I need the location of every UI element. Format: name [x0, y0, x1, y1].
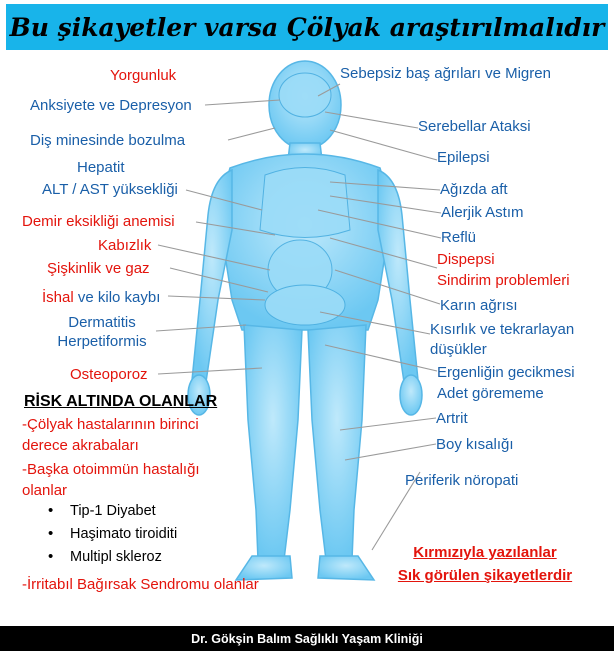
risk-item-ibs: -İrritabıl Bağırsak Sendromu olanlar — [22, 576, 259, 593]
symptom-reflux: Reflü — [441, 229, 477, 246]
risk-item: -Başka otoimmün hastalığı — [22, 461, 200, 478]
symptom-hepatitis: Hepatit — [77, 159, 125, 176]
symptom-migraine: Sebepsiz baş ağrıları ve Migren — [340, 65, 551, 82]
risk-item: -Çölyak hastalarının birinci — [22, 416, 199, 433]
symptom-weight-loss: ve kilo kaybı — [77, 289, 161, 306]
risk-section-title: RİSK ALTINDA OLANLAR — [24, 393, 218, 410]
symptom-miscarriages: düşükler — [430, 341, 487, 358]
symptom-dermatitis: Dermatitis — [68, 314, 136, 331]
symptom-asthma: Alerjik Astım — [441, 204, 524, 221]
symptom-diarrhea-weight-loss — [42, 288, 160, 307]
legend-note-line: Sık görülen şikayetlerdir — [397, 567, 573, 584]
symptom-bloating: Şişkinlik ve gaz — [47, 260, 150, 277]
symptom-herpetiformis: Herpetiformis — [57, 333, 147, 350]
symptom-dyspepsia: Dispepsi — [437, 251, 495, 268]
risk-item: derece akrabaları — [22, 437, 139, 454]
symptom-constipation: Kabızlık — [98, 237, 152, 254]
legend-note — [380, 541, 590, 587]
symptom-infertility: Kısırlık ve tekrarlayan — [430, 321, 575, 338]
footer-credit: Dr. Gökşin Balım Sağlıklı Yaşam Kliniği — [191, 631, 423, 646]
symptom-digestive-problems: Sindirim problemleri — [437, 272, 570, 289]
symptom-anxiety-depression: Anksiyete ve Depresyon — [30, 97, 192, 114]
risk-bullet: • Multipl skleroz — [48, 548, 162, 565]
symptom-fatigue: Yorgunluk — [110, 67, 177, 84]
symptom-diarrhea: İshal — [42, 289, 74, 306]
legend-note-line: Kırmızıyla yazılanlar — [413, 544, 557, 561]
symptom-cerebellar-ataxia: Serebellar Ataksi — [418, 118, 531, 135]
risk-item: olanlar — [22, 482, 68, 499]
symptom-mouth-ulcers: Ağızda aft — [440, 181, 508, 198]
symptom-enamel-defects: Diş minesinde bozulma — [30, 132, 186, 149]
risk-bullet: • Haşimato tiroiditi — [48, 525, 177, 542]
symptom-arthritis: Artrit — [436, 410, 468, 427]
symptom-short-stature: Boy kısalığı — [436, 436, 514, 453]
symptom-epilepsy: Epilepsi — [437, 149, 490, 166]
symptom-iron-anemia: Demir eksikliği anemisi — [22, 213, 175, 230]
symptom-amenorrhea: Adet görememe — [437, 385, 544, 402]
risk-bullet: • Tip-1 Diyabet — [48, 502, 156, 519]
symptom-peripheral-neuropathy: Periferik nöropati — [405, 472, 519, 489]
symptom-alt-ast: ALT / AST yüksekliği — [42, 181, 178, 198]
symptom-abdominal-pain: Karın ağrısı — [440, 297, 518, 314]
symptom-delayed-puberty: Ergenliğin gecikmesi — [437, 364, 575, 381]
title-bar — [6, 4, 608, 50]
symptom-osteoporosis: Osteoporoz — [70, 366, 148, 383]
page-title: Bu şikayetler varsa Çölyak araştırılmalıdır — [9, 12, 605, 42]
